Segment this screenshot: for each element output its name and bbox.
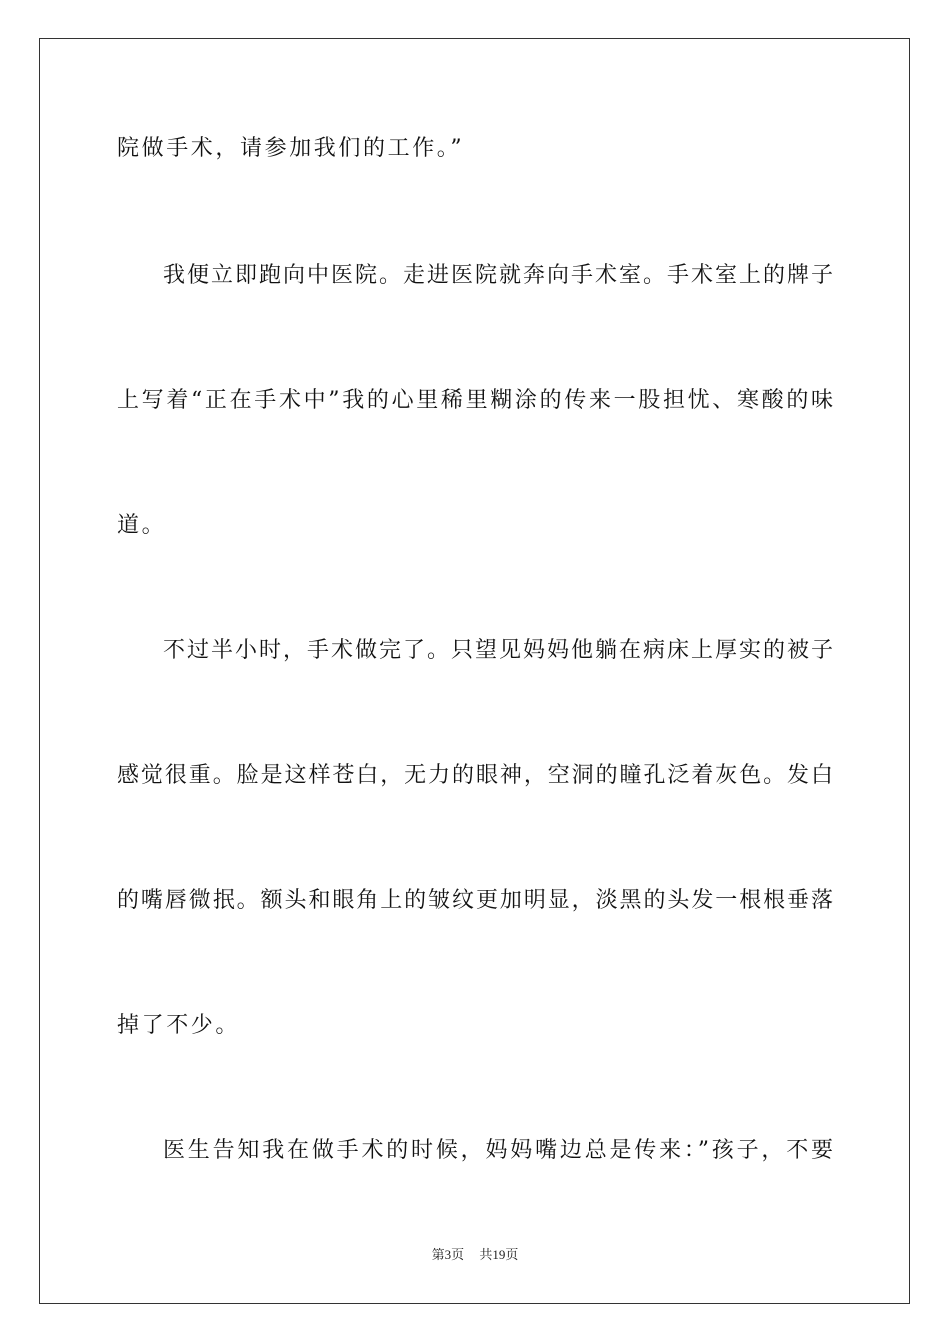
text-line: 院做手术，请参加我们的工作。” — [117, 136, 465, 161]
page-number: 第3页 — [431, 1247, 465, 1262]
page-total: 共19页 — [479, 1247, 519, 1262]
text-line: 的嘴唇微抿。额头和眼角上的皱纹更加明显，淡黑的头发一根根垂落 — [117, 888, 833, 913]
text-line: 上写着“正在手术中”我的心里稀里糊涂的传来一股担忧、寒酸的味 — [117, 388, 833, 413]
paragraph-first-line: 我便立即跑向中医院。走进医院就奔向手术室。手术室上的牌子 — [163, 263, 833, 288]
text-line: 感觉很重。脸是这样苍白，无力的眼神，空洞的瞳孔泛着灰色。发白 — [117, 763, 833, 788]
paragraph-first-line: 医生告知我在做手术的时候，妈妈嘴边总是传来：”孩子，不要 — [163, 1138, 833, 1163]
page-footer — [0, 1246, 950, 1264]
page-border — [39, 38, 910, 1304]
text-line: 道。 — [117, 513, 167, 538]
text-line: 掉了不少。 — [117, 1013, 241, 1038]
paragraph-first-line: 不过半小时，手术做完了。只望见妈妈他躺在病床上厚实的被子 — [163, 638, 833, 663]
